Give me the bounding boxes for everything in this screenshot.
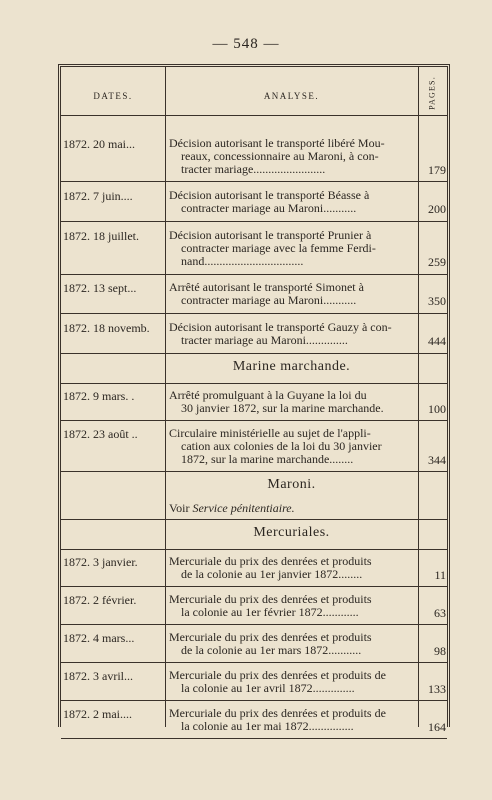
entry-page: 11: [434, 568, 446, 582]
entry-analyse: Décision autorisant le transporté libéré Mou- reaux, concessionnaire au Maroni, à con- tracter mariage........................: [169, 136, 385, 176]
header-analyse: ANALYSE.: [263, 91, 320, 101]
entry-date: 1872. 13 sept...: [63, 281, 137, 295]
entry-page: 100: [428, 402, 446, 416]
entry-analyse: Mercuriale du prix des denrées et produits de la colonie au 1er mai 1872...............: [169, 706, 386, 733]
row-rule: [61, 353, 447, 354]
entry-date: 1872. 2 mai....: [63, 707, 132, 721]
entry-date: 1872. 18 juillet.: [63, 229, 139, 243]
entry-page: 200: [428, 202, 446, 216]
entry-analyse: Décision autorisant le transporté Gauzy à con- tracter mariage au Maroni..............: [169, 320, 392, 347]
row-rule: [61, 738, 447, 739]
entry-analyse: Mercuriale du prix des denrées et produits de la colonie au 1er avril 1872..............: [169, 668, 386, 695]
row-rule: [61, 662, 447, 663]
entry-analyse: Décision autorisant le transporté Béasse à contracter mariage au Maroni...........: [169, 188, 370, 215]
row-rule: [61, 549, 447, 550]
column-rule-dates: [165, 67, 166, 727]
entry-page: 133: [428, 682, 446, 696]
entry-date: 1872. 20 mai...: [63, 137, 135, 151]
row-rule: [61, 586, 447, 587]
row-rule: [61, 181, 447, 182]
entry-date: 1872. 7 juin....: [63, 189, 133, 203]
entry-page: 63: [434, 606, 446, 620]
header-dates: DATES.: [93, 91, 133, 101]
entry-page: 98: [434, 644, 446, 658]
entry-analyse: Mercuriale du prix des denrées et produits la colonie au 1er février 1872............: [169, 592, 372, 619]
section-heading-maroni: Maroni.: [267, 477, 316, 492]
entry-date: 1872. 3 janvier.: [63, 555, 138, 569]
section-heading-marine: Marine marchande.: [232, 359, 351, 374]
row-rule: [61, 519, 447, 520]
entry-page: 164: [428, 720, 446, 734]
entry-date: 1872. 4 mars...: [63, 631, 135, 645]
index-table: [58, 64, 450, 734]
row-rule: [61, 274, 447, 275]
entry-page: 259: [428, 255, 446, 269]
entry-analyse: Mercuriale du prix des denrées et produits de la colonie au 1er mars 1872...........: [169, 630, 372, 657]
entry-page: 444: [428, 334, 446, 348]
entry-page: 179: [428, 163, 446, 177]
section-heading-mercuriales: Mercuriales.: [253, 525, 330, 540]
entry-page: 344: [428, 453, 446, 467]
entry-analyse: Circulaire ministérielle au sujet de l'appli- cation aux colonies de la loi du 30 janvier 1872, sur la marine marchande........: [169, 426, 382, 466]
entry-page: 350: [428, 294, 446, 308]
entry-analyse: Mercuriale du prix des denrées et produits de la colonie au 1er janvier 1872........: [169, 554, 372, 581]
entry-date: 1872. 23 août ..: [63, 427, 138, 441]
entry-analyse: Arrêté promulguant à la Guyane la loi du 30 janvier 1872, sur la marine marchande.: [169, 388, 384, 415]
row-rule: [61, 221, 447, 222]
header-rule: [61, 115, 447, 116]
entry-analyse: Arrêté autorisant le transporté Simonet à contracter mariage au Maroni...........: [169, 280, 364, 307]
row-rule: [61, 313, 447, 314]
row-rule: [61, 471, 447, 472]
entry-date: 1872. 9 mars. .: [63, 389, 135, 403]
header-pages: PAGES.: [427, 76, 437, 110]
entry-analyse: Décision autorisant le transporté Prunier à contracter mariage avec la femme Ferdi- nand.................................: [169, 228, 376, 268]
entry-date: 1872. 18 novemb.: [63, 321, 150, 335]
page-number: — 548 —: [212, 36, 280, 52]
row-rule: [61, 383, 447, 384]
entry-date: 1872. 3 avril...: [63, 669, 133, 683]
cross-reference: Voir Service pénitentiaire.: [169, 501, 295, 515]
row-rule: [61, 624, 447, 625]
row-rule: [61, 700, 447, 701]
entry-date: 1872. 2 février.: [63, 593, 137, 607]
row-rule: [61, 420, 447, 421]
